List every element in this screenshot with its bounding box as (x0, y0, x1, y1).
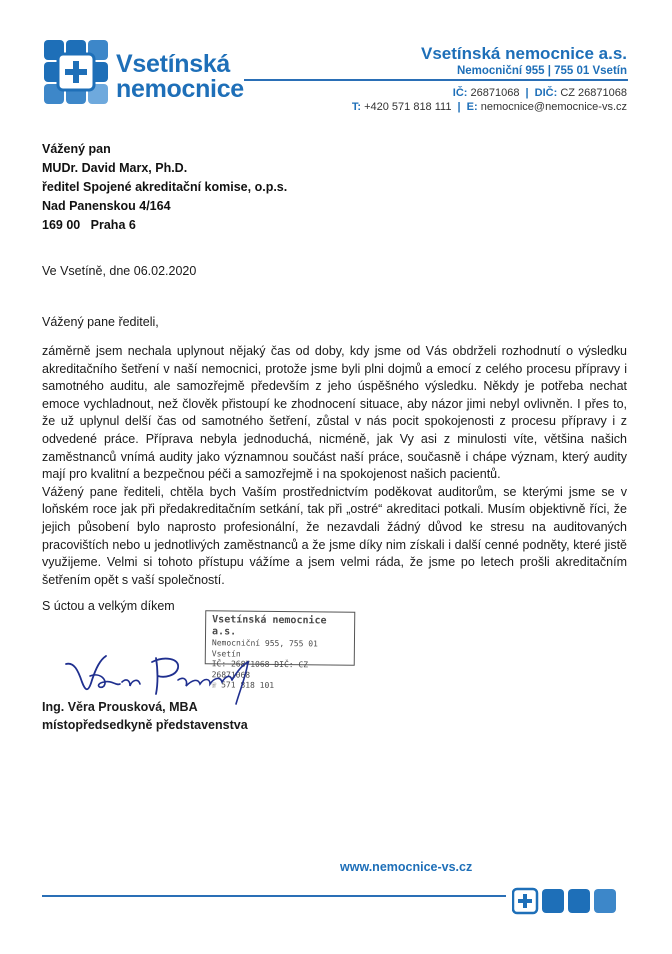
body-paragraph: Vážený pane řediteli, chtěla bych Vaším prostřednictvím poděkovat auditorům, se kterými jsme se v loňském roce jak při předakreditačním setkání, tak při „ostré“ akreditaci potkali. Musím objektivně říci, že jejich působení bylo naprosto profesionální, že nezavdali žádný důvod ke stresu na auditovaných pracovištích nebo u jednotlivých zaměstnanců a že jsme díky nim získali i další cenné podněty, které jistě využijeme. Velmi si tohoto přístupu vážíme a jsem velmi ráda, že jsme po letech prošli akreditačním šetřením opět s vaší společností. (42, 484, 627, 587)
logo-line-2: nemocnice (116, 75, 244, 103)
ic-value: 26871068 (470, 87, 520, 99)
recipient-line: Nad Panenskou 4/164 (42, 199, 171, 213)
stamp-line: ☏ 571 818 101 (211, 680, 275, 690)
recipient-line: 169 00 Praha 6 (42, 218, 136, 232)
dic-label: DIČ: (534, 87, 558, 99)
org-name: Vsetínská nemocnice a.s. (421, 44, 627, 63)
signer-title: místopředsedkyně představenstva (42, 718, 248, 732)
recipient-line: Vážený pan (42, 142, 111, 156)
signer-block (42, 698, 248, 734)
recipient-line: MUDr. David Marx, Ph.D. (42, 161, 188, 175)
closing: S úctou a velkým díkem (42, 599, 175, 613)
recipient-address (42, 140, 287, 235)
recipient-line: ředitel Spojené akreditační komise, o.p.s. (42, 180, 288, 194)
dic-value: CZ 26871068 (560, 87, 627, 99)
letter-date: Ve Vsetíně, dne 06.02.2020 (42, 264, 197, 278)
org-identifiers: IČ: 26871068 | DIČ: CZ 26871068 T: +420 571 818 111 | E: nemocnice@nemocnice-vs.cz (351, 87, 627, 113)
email-value: nemocnice@nemocnice-vs.cz (480, 101, 627, 113)
signer-name: Ing. Věra Prousková, MBA (42, 700, 198, 714)
letter-body (42, 343, 627, 589)
logo-wordmark (116, 52, 244, 102)
ic-label: IČ: (452, 87, 468, 99)
org-info (421, 44, 627, 79)
footer-divider (42, 895, 506, 897)
salutation: Vážený pane řediteli, (42, 315, 159, 329)
stamp-line: Nemocniční 955, 755 01 Vsetín (211, 638, 318, 659)
phone-value: +420 571 818 111 (364, 101, 452, 113)
email-label: E: (466, 101, 478, 113)
body-paragraph: záměrně jsem nechala uplynout nějaký čas od doby, kdy jsme od Vás obdrželi rozhodnutí o výsledku akreditačního šetření v naší nemocnici, protože jsme byli plni dojmů a emocí z celého procesu přípravy i samotného auditu, ale samozřejmě především z jeho úspěšného výsledku. Někdy je potřeba nechat emoce vychladnout, než člověk přistoupí ke zhodnocení situace, aby názor jimi nebyl ovlivněn. I přes to, že už uplynul delší čas od samotného šetření, zůstal v nás pocit spokojenosti z procesu přípravy i z odvedené práce. Příprava nebyla jednoduchá, nicméně, jak Vy asi z minulosti víte, většina našich zaměstnanců vnímá audity jako významnou součást naší práce, současně i chápe význam, který audity mají pro kvalitní a bezpečnou péči a samozřejmě i na spokojenost našich pacientů. (42, 344, 627, 482)
phone-label: T: (351, 101, 362, 113)
org-address: Nemocniční 955 | 755 01 Vsetín (456, 65, 627, 77)
hospital-cross-logo-icon (44, 40, 108, 104)
footer-website-link[interactable]: www.nemocnice-vs.cz (340, 860, 473, 874)
stamp-line: IČ: 26871068 DIČ: CZ 26871068 (211, 659, 309, 680)
logo-line-1: Vsetínská (116, 50, 231, 78)
header-divider (244, 79, 628, 81)
footer-cross-icon (512, 886, 624, 916)
stamp-title: Vsetínská nemocnice a.s. (212, 614, 327, 638)
